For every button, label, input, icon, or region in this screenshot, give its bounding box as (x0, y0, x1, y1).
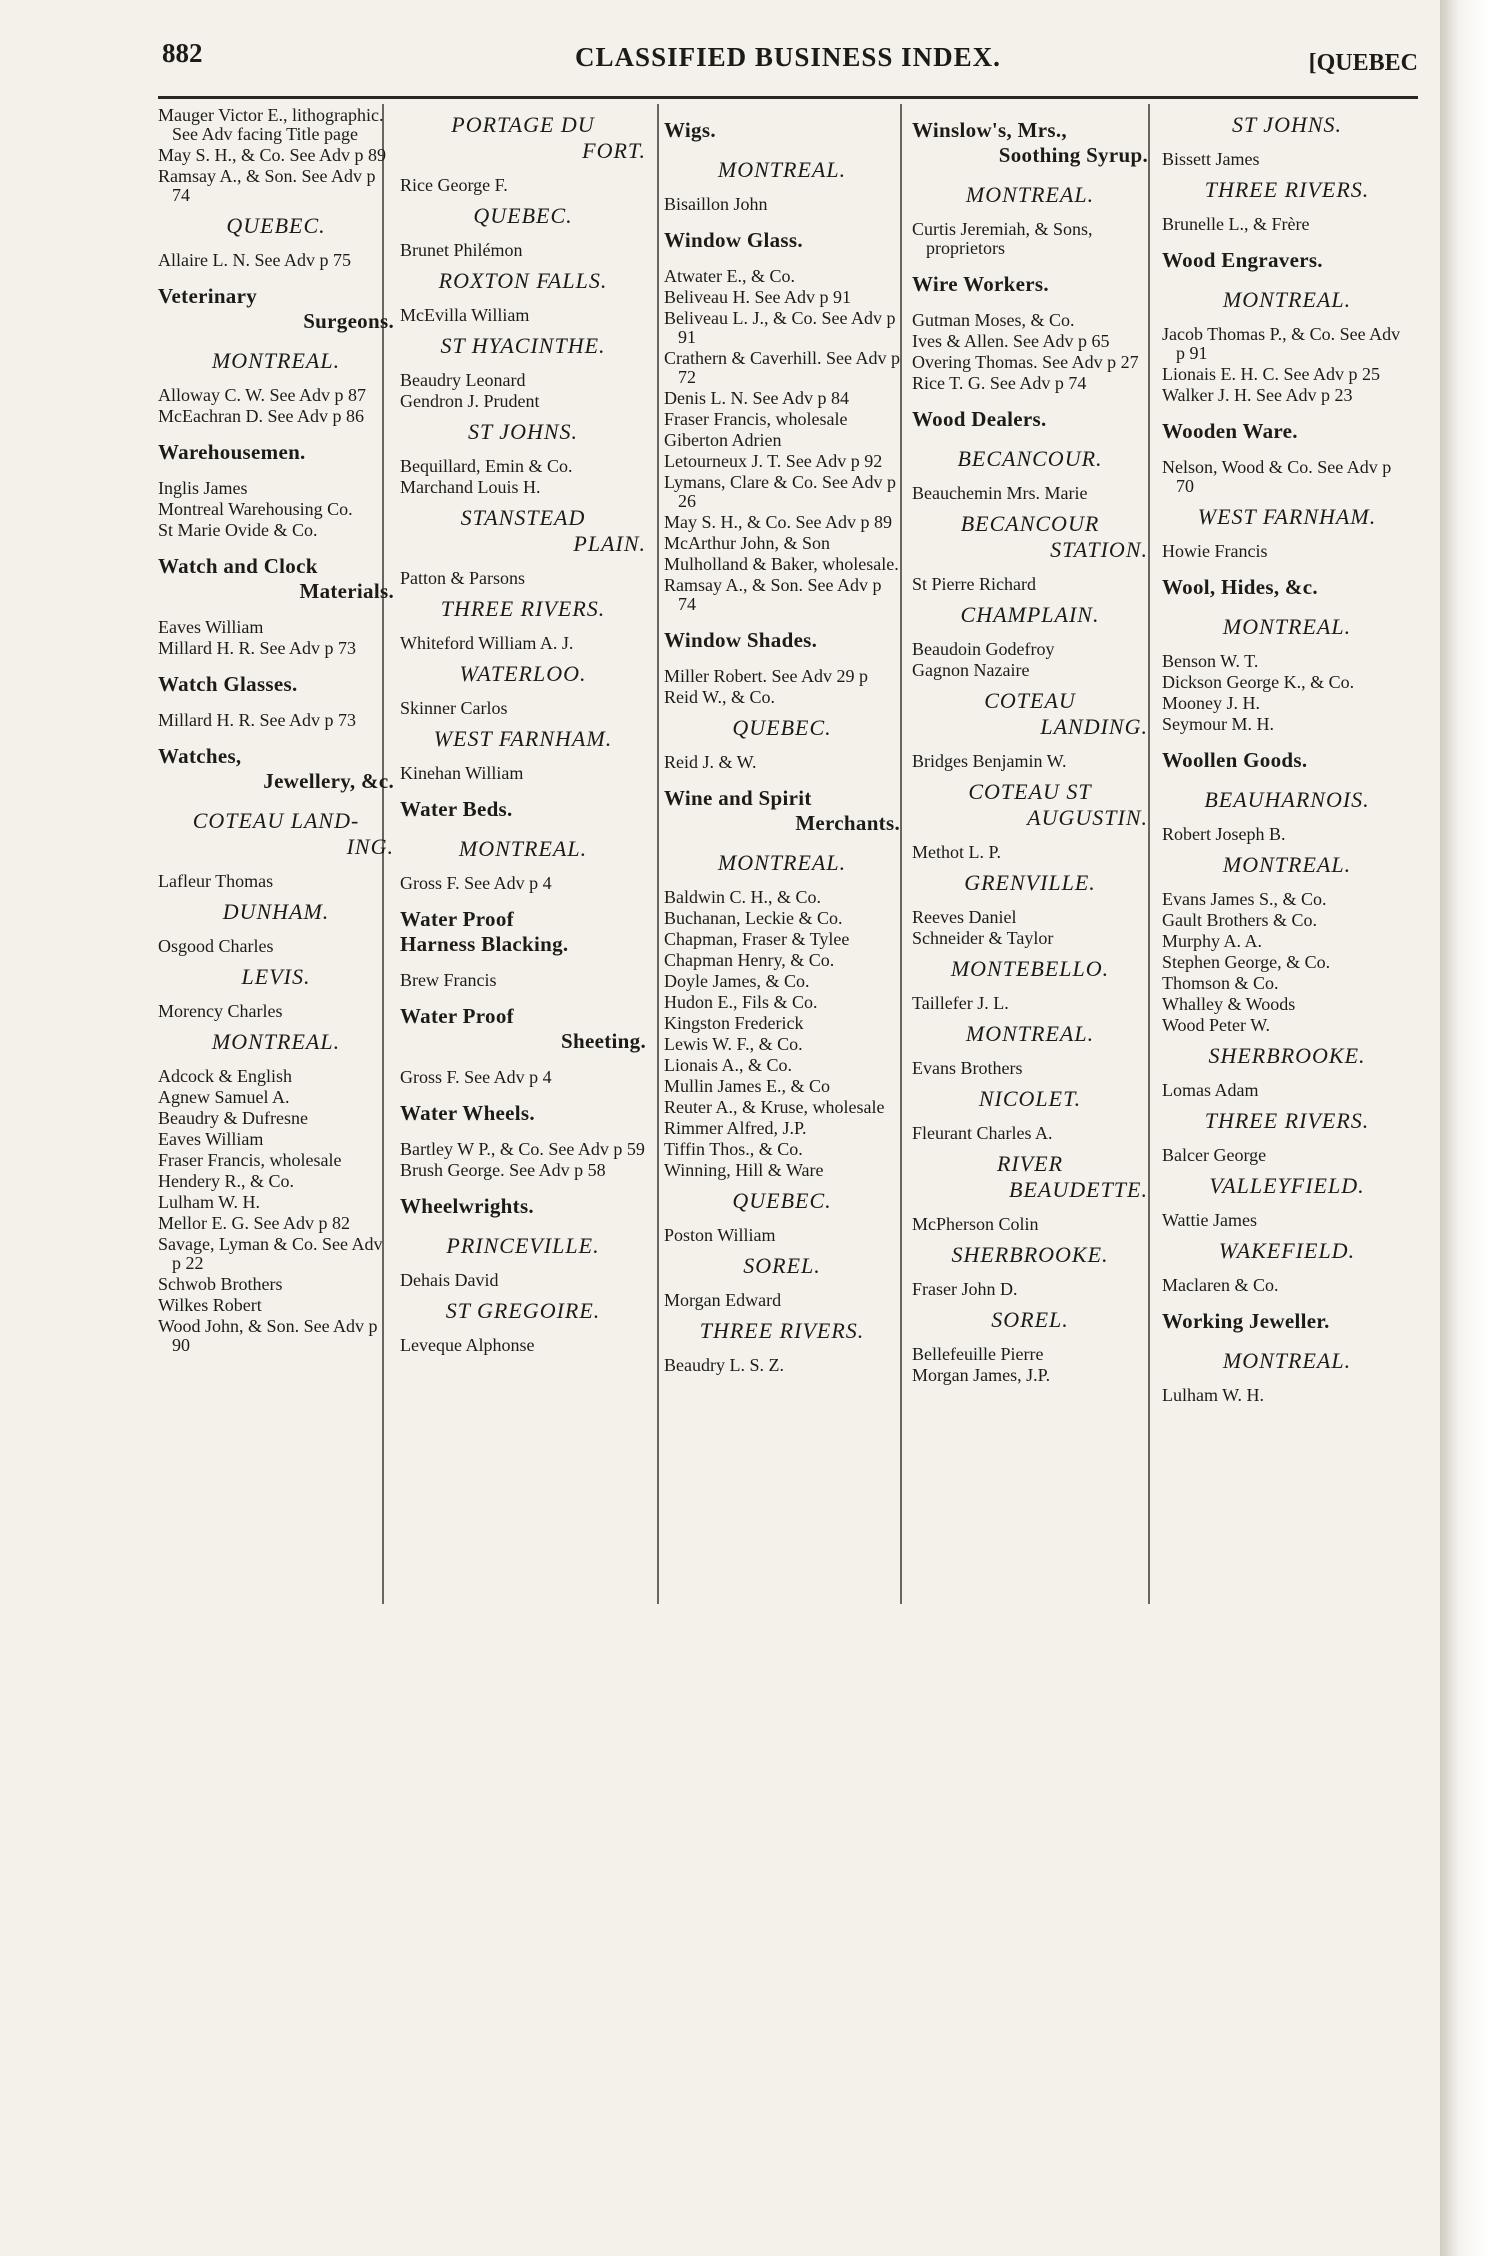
business-entry: Bissett James (1162, 149, 1260, 169)
category-heading-continuation: Soothing Syrup. (998, 143, 1148, 167)
place-heading-text: MONTREAL. (717, 157, 847, 182)
business-entry: Schwob Brothers (158, 1274, 283, 1294)
business-entry: Wood John, & Son. See Adv p 90 (158, 1316, 378, 1355)
business-entry: Ramsay A., & Son. See Adv p 74 (664, 575, 882, 614)
business-entry: Overing Thomas. See Adv p 27 (912, 352, 1139, 372)
place-heading-continuation: ING. (346, 834, 394, 859)
place-heading (1162, 787, 1412, 813)
place-heading (1162, 1108, 1412, 1134)
business-entry: St Marie Ovide & Co. (158, 520, 318, 540)
business-entry: Chapman, Fraser & Tylee (664, 929, 850, 949)
business-entry: Gross F. See Adv p 4 (400, 873, 552, 893)
page-title: CLASSIFIED BUSINESS INDEX. (575, 42, 1001, 72)
index-column-5 (1162, 104, 1412, 1624)
business-entry: Curtis Jeremiah, & Sons, proprietors (912, 219, 1093, 258)
place-heading (1162, 852, 1412, 878)
category-heading (1162, 248, 1412, 273)
business-entry: Montreal Warehousing Co. (158, 499, 353, 519)
place-heading-text: MONTREAL. (1222, 287, 1352, 312)
business-entry: Gault Brothers & Co. (1162, 910, 1317, 930)
business-entry: Lymans, Clare & Co. See Adv p 26 (664, 472, 896, 511)
business-entry: Nelson, Wood & Co. See Adv p 70 (1162, 457, 1392, 496)
place-heading-text: QUEBEC. (732, 1188, 832, 1213)
business-entry: Osgood Charles (158, 936, 274, 956)
place-heading (664, 157, 900, 183)
category-heading-text: Window Glass. (664, 228, 803, 252)
business-entry: Whiteford William A. J. (400, 633, 574, 653)
place-heading-text: ST JOHNS. (1231, 112, 1343, 137)
place-heading (912, 956, 1148, 982)
place-heading-text: PORTAGE DU (451, 112, 595, 137)
category-heading-text: Winslow's, Mrs., (912, 118, 1067, 142)
index-column-2 (400, 104, 646, 1624)
place-heading-text: MONTREAL. (1222, 614, 1352, 639)
index-column-1 (158, 104, 394, 1624)
business-entry: Fraser Francis, wholesale (664, 409, 848, 429)
place-heading-text: MONTEBELLO. (950, 956, 1110, 981)
place-heading-text: QUEBEC. (473, 203, 573, 228)
page-header (158, 38, 1418, 88)
category-heading (1162, 419, 1412, 444)
business-entry: Rice T. G. See Adv p 74 (912, 373, 1087, 393)
place-heading (400, 203, 646, 229)
category-heading-continuation: Merchants. (795, 811, 900, 835)
business-entry: Beauchemin Mrs. Marie (912, 483, 1088, 503)
place-heading-continuation: STATION. (1050, 537, 1148, 562)
place-heading-text: QUEBEC. (732, 715, 832, 740)
business-entry: Tiffin Thos., & Co. (664, 1139, 803, 1159)
place-heading (912, 1021, 1148, 1047)
business-entry: Wilkes Robert (158, 1295, 262, 1315)
business-entry: Lionais A., & Co. (664, 1055, 793, 1075)
category-heading (664, 118, 900, 143)
business-entry: Methot L. P. (912, 842, 1002, 862)
category-heading-text: Wire Workers. (912, 272, 1049, 296)
business-entry: Crathern & Caverhill. See Adv p 72 (664, 348, 900, 387)
business-entry: Bisaillon John (664, 194, 768, 214)
category-heading-text: Water Proof (400, 1004, 514, 1028)
business-entry: Reeves Daniel (912, 907, 1017, 927)
business-entry: Miller Robert. See Adv 29 p (664, 666, 868, 686)
business-entry: Lulham W. H. (158, 1192, 260, 1212)
business-entry: Seymour M. H. (1162, 714, 1274, 734)
business-entry: Kingston Frederick (664, 1013, 804, 1033)
business-entry: Millard H. R. See Adv p 73 (158, 710, 356, 730)
business-entry: Murphy A. A. (1162, 931, 1263, 951)
place-heading-text: MONTREAL. (965, 182, 1095, 207)
business-entry: Millard H. R. See Adv p 73 (158, 638, 356, 658)
category-heading-text: Wood Dealers. (912, 407, 1047, 431)
place-heading-text: ROXTON FALLS. (438, 268, 608, 293)
place-heading-text: WATERLOO. (459, 661, 587, 686)
business-entry: Maclaren & Co. (1162, 1275, 1279, 1295)
category-heading-continuation: Jewellery, &c. (263, 769, 394, 793)
place-heading-text: THREE RIVERS. (440, 596, 606, 621)
category-heading-continuation: Sheeting. (561, 1029, 646, 1053)
place-heading (400, 836, 646, 862)
place-heading-text: MONTREAL. (211, 1029, 341, 1054)
place-heading-text: STANSTEAD (460, 505, 586, 530)
business-entry: McEvilla William (400, 305, 530, 325)
business-entry: Marchand Louis H. (400, 477, 541, 497)
business-entry: Mulholland & Baker, wholesale. (664, 554, 899, 574)
place-heading (912, 1242, 1148, 1268)
place-heading-text: BECANCOUR (960, 511, 1100, 536)
place-heading-text: RIVER (996, 1151, 1064, 1176)
business-entry: Taillefer J. L. (912, 993, 1009, 1013)
business-entry: Patton & Parsons (400, 568, 526, 588)
place-heading (1162, 177, 1412, 203)
business-entry: Letourneux J. T. See Adv p 92 (664, 451, 883, 471)
business-entry: Atwater E., & Co. (664, 266, 795, 286)
business-entry: Brush George. See Adv p 58 (400, 1160, 606, 1180)
place-heading-text: MONTREAL. (717, 850, 847, 875)
business-entry: Dickson George K., & Co. (1162, 672, 1355, 692)
category-heading-text: Water Proof (400, 907, 514, 931)
business-entry: McEachran D. See Adv p 86 (158, 406, 364, 426)
business-entry: Beliveau H. See Adv p 91 (664, 287, 851, 307)
business-entry: Gendron J. Prudent (400, 391, 540, 411)
place-heading-continuation: LANDING. (1040, 714, 1148, 739)
index-columns (152, 104, 1422, 1624)
business-entry: Wood Peter W. (1162, 1015, 1271, 1035)
category-heading-text: Water Wheels. (400, 1101, 535, 1125)
place-heading (400, 333, 646, 359)
business-entry: Hudon E., Fils & Co. (664, 992, 818, 1012)
business-entry: Stephen George, & Co. (1162, 952, 1331, 972)
category-heading-text: Water Beds. (400, 797, 513, 821)
business-entry: Fraser Francis, wholesale (158, 1150, 342, 1170)
business-entry: Bartley W P., & Co. See Adv p 59 (400, 1139, 645, 1159)
category-heading (158, 672, 394, 697)
business-entry: Fraser John D. (912, 1279, 1018, 1299)
business-entry: Benson W. T. (1162, 651, 1259, 671)
business-entry: Reid W., & Co. (664, 687, 776, 707)
category-heading-text: Watch and Clock (158, 554, 318, 578)
category-heading-text: Watch Glasses. (158, 672, 298, 696)
place-heading-text: COTEAU ST (968, 779, 1092, 804)
business-entry: Giberton Adrien (664, 430, 782, 450)
place-heading-text: MONTREAL. (211, 348, 341, 373)
business-entry: Allaire L. N. See Adv p 75 (158, 250, 351, 270)
business-entry: Reuter A., & Kruse, wholesale (664, 1097, 885, 1117)
category-heading (400, 1194, 646, 1219)
business-entry: Doyle James, & Co. (664, 971, 810, 991)
business-entry: Poston William (664, 1225, 776, 1245)
place-heading (400, 505, 646, 557)
category-heading-continuation: Surgeons. (303, 309, 394, 333)
category-heading (1162, 748, 1412, 773)
business-entry: Buchanan, Leckie & Co. (664, 908, 843, 928)
business-entry: Gutman Moses, & Co. (912, 310, 1075, 330)
business-entry: Balcer George (1162, 1145, 1267, 1165)
business-entry: Lewis W. F., & Co. (664, 1034, 803, 1054)
category-heading (664, 628, 900, 653)
business-entry: St Pierre Richard (912, 574, 1036, 594)
business-entry: Bellefeuille Pierre (912, 1344, 1044, 1364)
place-heading-text: THREE RIVERS. (1204, 177, 1370, 202)
place-heading (1162, 1043, 1412, 1069)
business-entry: Mullin James E., & Co (664, 1076, 830, 1096)
place-heading (158, 348, 394, 374)
business-entry: Jacob Thomas P., & Co. See Adv p 91 (1162, 324, 1401, 363)
place-heading (158, 964, 394, 990)
category-heading-text: Window Shades. (664, 628, 818, 652)
category-heading-text: Wood Engravers. (1162, 248, 1323, 272)
place-heading-text: MONTREAL. (1222, 852, 1352, 877)
business-entry: Winning, Hill & Ware (664, 1160, 824, 1180)
category-heading (1162, 1309, 1412, 1334)
business-entry: May S. H., & Co. See Adv p 89 (664, 512, 893, 532)
business-entry: Lafleur Thomas (158, 871, 274, 891)
business-entry: Rimmer Alfred, J.P. (664, 1118, 807, 1138)
business-entry: Morency Charles (158, 1001, 283, 1021)
business-entry: Beaudry L. S. Z. (664, 1355, 784, 1375)
place-heading (912, 182, 1148, 208)
business-entry: Denis L. N. See Adv p 84 (664, 388, 849, 408)
place-heading-text: THREE RIVERS. (699, 1318, 865, 1343)
business-entry: Beaudry Leonard (400, 370, 526, 390)
category-heading-text: Wine and Spirit (664, 786, 812, 810)
place-heading-text: BECANCOUR. (957, 446, 1103, 471)
place-heading-text: WEST FARNHAM. (433, 726, 613, 751)
place-heading (912, 1086, 1148, 1112)
place-heading-text: ST GREGOIRE. (445, 1298, 601, 1323)
category-heading (664, 786, 900, 836)
place-heading-text: LEVIS. (241, 964, 311, 989)
category-heading-text: Working Jeweller. (1162, 1309, 1330, 1333)
business-entry: Walker J. H. See Adv p 23 (1162, 385, 1353, 405)
category-heading-text: Wooden Ware. (1162, 419, 1298, 443)
place-heading-text: QUEBEC. (226, 213, 326, 238)
business-entry: Savage, Lyman & Co. See Adv p 22 (158, 1234, 383, 1273)
place-heading-text: SOREL. (991, 1307, 1069, 1332)
place-heading-text: WEST FARNHAM. (1197, 504, 1377, 529)
business-entry: Dehais David (400, 1270, 499, 1290)
place-heading-continuation: FORT. (582, 138, 646, 163)
category-heading-text: Veterinary (158, 284, 258, 308)
place-heading (664, 715, 900, 741)
business-entry: Alloway C. W. See Adv p 87 (158, 385, 367, 405)
category-heading (158, 744, 394, 794)
category-heading (664, 228, 900, 253)
place-heading (1162, 614, 1412, 640)
place-heading (1162, 504, 1412, 530)
business-entry: Evans Brothers (912, 1058, 1023, 1078)
business-entry: Schneider & Taylor (912, 928, 1054, 948)
place-heading-text: NICOLET. (978, 1086, 1082, 1111)
place-heading-text: MONTREAL. (965, 1021, 1095, 1046)
business-entry: Reid J. & W. (664, 752, 757, 772)
place-heading (400, 419, 646, 445)
business-entry: Lionais E. H. C. See Adv p 25 (1162, 364, 1380, 384)
business-entry: Eaves William (158, 617, 264, 637)
category-heading-text: Wigs. (664, 118, 716, 142)
place-heading-text: MONTREAL. (458, 836, 588, 861)
place-heading (1162, 1348, 1412, 1374)
place-heading (400, 1298, 646, 1324)
place-heading (912, 446, 1148, 472)
category-heading (400, 797, 646, 822)
place-heading (400, 661, 646, 687)
place-heading-text: THREE RIVERS. (1204, 1108, 1370, 1133)
business-entry: Brew Francis (400, 970, 497, 990)
business-entry: McPherson Colin (912, 1214, 1039, 1234)
business-entry: McArthur John, & Son (664, 533, 830, 553)
place-heading (912, 688, 1148, 740)
place-heading (158, 899, 394, 925)
business-entry: Beaudoin Godefroy (912, 639, 1055, 659)
place-heading-text: SHERBROOKE. (1208, 1043, 1366, 1068)
business-entry: Evans James S., & Co. (1162, 889, 1327, 909)
business-entry: Morgan James, J.P. (912, 1365, 1051, 1385)
business-entry: Chapman Henry, & Co. (664, 950, 835, 970)
place-heading (912, 1307, 1148, 1333)
category-heading (158, 284, 394, 334)
place-heading-text: PRINCEVILLE. (446, 1233, 600, 1258)
place-heading-continuation: AUGUSTIN. (1027, 805, 1148, 830)
business-entry: Adcock & English (158, 1066, 292, 1086)
category-heading-text: Warehousemen. (158, 440, 306, 464)
business-entry: Gross F. See Adv p 4 (400, 1067, 552, 1087)
business-entry: Whalley & Woods (1162, 994, 1296, 1014)
place-heading-text: MONTREAL. (1222, 1348, 1352, 1373)
header-rule (158, 96, 1418, 99)
business-entry: Gagnon Nazaire (912, 660, 1030, 680)
place-heading-text: ST JOHNS. (467, 419, 579, 444)
business-entry: Ramsay A., & Son. See Adv p 74 (158, 166, 376, 205)
category-heading-continuation: Materials. (299, 579, 394, 603)
place-heading (1162, 287, 1412, 313)
place-heading (1162, 1173, 1412, 1199)
place-heading (664, 850, 900, 876)
place-heading (158, 213, 394, 239)
place-heading (1162, 1238, 1412, 1264)
category-heading-text: Wool, Hides, &c. (1162, 575, 1318, 599)
business-entry: Brunelle L., & Frère (1162, 214, 1310, 234)
place-heading-text: SOREL. (743, 1253, 821, 1278)
business-entry: Bequillard, Emin & Co. (400, 456, 573, 476)
index-column-4 (912, 104, 1148, 1624)
category-heading-text: Wheelwrights. (400, 1194, 534, 1218)
place-heading (912, 511, 1148, 563)
business-entry: Eaves William (158, 1129, 264, 1149)
category-heading (912, 118, 1148, 168)
business-entry: Rice George F. (400, 175, 508, 195)
book-page-edge (1440, 0, 1488, 2256)
business-entry: Beaudry & Dufresne (158, 1108, 308, 1128)
business-entry: Leveque Alphonse (400, 1335, 535, 1355)
place-heading (912, 602, 1148, 628)
index-column-3 (664, 104, 900, 1624)
place-heading (400, 112, 646, 164)
place-heading (664, 1318, 900, 1344)
business-entry: Mellor E. G. See Adv p 82 (158, 1213, 350, 1233)
category-heading (158, 554, 394, 604)
place-heading-text: COTEAU LAND- (192, 808, 360, 833)
business-entry: Kinehan William (400, 763, 524, 783)
business-entry: Beliveau L. J., & Co. See Adv p 91 (664, 308, 896, 347)
place-heading-continuation: BEAUDETTE. (1009, 1177, 1148, 1202)
business-entry: Brunet Philémon (400, 240, 523, 260)
business-entry: Thomson & Co. (1162, 973, 1279, 993)
place-heading-text: VALLEYFIELD. (1209, 1173, 1365, 1198)
place-heading (158, 1029, 394, 1055)
place-heading-text: SHERBROOKE. (951, 1242, 1109, 1267)
business-entry: Morgan Edward (664, 1290, 782, 1310)
business-entry: May S. H., & Co. See Adv p 89 (158, 145, 387, 165)
place-heading (912, 1151, 1148, 1203)
place-heading-text: WAKEFIELD. (1218, 1238, 1356, 1263)
category-heading (912, 407, 1148, 432)
province-label: [QUEBEC (1308, 50, 1418, 76)
place-heading (158, 808, 394, 860)
place-heading-text: BEAUHARNOIS. (1204, 787, 1370, 812)
business-entry: Agnew Samuel A. (158, 1087, 290, 1107)
place-heading-text: DUNHAM. (222, 899, 330, 924)
place-heading (1162, 112, 1412, 138)
category-heading (400, 1101, 646, 1126)
business-entry: Hendery R., & Co. (158, 1171, 294, 1191)
category-heading (158, 440, 394, 465)
business-entry: Inglis James (158, 478, 248, 498)
category-heading-text: Woollen Goods. (1162, 748, 1308, 772)
category-heading-continuation: Harness Blacking. (400, 932, 569, 956)
business-entry: Fleurant Charles A. (912, 1123, 1053, 1143)
page-number: 882 (162, 38, 203, 68)
place-heading (400, 726, 646, 752)
place-heading-text: COTEAU (984, 688, 1076, 713)
place-heading-text: CHAMPLAIN. (960, 602, 1100, 627)
category-heading (400, 1004, 646, 1054)
place-heading (400, 596, 646, 622)
category-heading-text: Watches, (158, 744, 242, 768)
place-heading (400, 268, 646, 294)
business-entry: Bridges Benjamin W. (912, 751, 1067, 771)
business-entry: Mauger Victor E., lithographic. See Adv facing Title page (158, 105, 384, 144)
business-entry: Wattie James (1162, 1210, 1258, 1230)
place-heading-text: GRENVILLE. (964, 870, 1096, 895)
place-heading-text: ST HYACINTHE. (440, 333, 606, 358)
place-heading (912, 870, 1148, 896)
business-entry: Robert Joseph B. (1162, 824, 1286, 844)
place-heading (400, 1233, 646, 1259)
business-entry: Lulham W. H. (1162, 1385, 1264, 1405)
place-heading-continuation: PLAIN. (573, 531, 646, 556)
business-entry: Skinner Carlos (400, 698, 508, 718)
place-heading (912, 779, 1148, 831)
business-entry: Ives & Allen. See Adv p 65 (912, 331, 1110, 351)
category-heading (912, 272, 1148, 297)
business-entry: Howie Francis (1162, 541, 1268, 561)
business-entry: Mooney J. H. (1162, 693, 1260, 713)
category-heading (1162, 575, 1412, 600)
place-heading (664, 1188, 900, 1214)
place-heading (664, 1253, 900, 1279)
category-heading (400, 907, 646, 957)
business-entry: Lomas Adam (1162, 1080, 1259, 1100)
business-entry: Baldwin C. H., & Co. (664, 887, 822, 907)
